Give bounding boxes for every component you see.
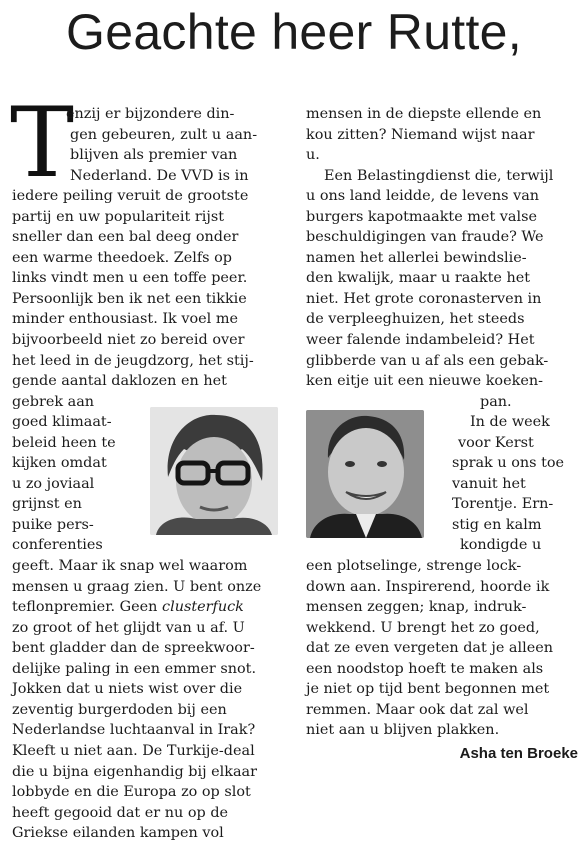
text-line: kou zitten? Niemand wijst naar — [306, 126, 535, 143]
text-line: den kwalijk, maar u raakte het — [306, 270, 531, 287]
text-line: pan. — [480, 393, 512, 410]
text-line: grijnst en — [12, 496, 82, 513]
text-line: gebrek aan — [12, 393, 95, 410]
text-line: niet. Het grote coronasterven in — [306, 290, 542, 307]
text-line: blijven als premier van — [70, 147, 238, 164]
text-line: teflonpremier. Geen clusterfuck — [12, 599, 244, 616]
text-line: zo groot of het glijdt van u af. U — [12, 619, 245, 636]
text-line: mensen u graag zien. U bent onze — [12, 578, 262, 595]
author-portrait-icon — [150, 407, 278, 535]
text-line: lobbyde en die Europa zo op slot — [12, 784, 251, 801]
text-line: gen gebeuren, zult u aan- — [70, 126, 258, 143]
text-line: remmen. Maar ook dat zal wel — [306, 701, 529, 718]
text-line: sprak u ons toe — [452, 455, 565, 472]
text-line: de verpleeghuizen, het steeds — [306, 311, 525, 328]
article-column-2 — [306, 104, 582, 741]
text-line: bent gladder dan de spreekwoor- — [12, 640, 255, 657]
text-line: down aan. Inspirerend, hoorde ik — [306, 578, 550, 595]
text-line: Een Belastingdienst die, terwijl — [324, 167, 554, 184]
headline: Geachte heer Rutte, — [66, 4, 522, 60]
text-line: het leed in de jeugdzorg, het stij- — [12, 352, 254, 369]
text-line: u ons land leidde, de levens van — [306, 188, 540, 205]
text-line: puike pers- — [12, 516, 94, 533]
text-line: Nederland. De VVD is in — [70, 167, 249, 184]
text-line: Griekse eilanden kampen vol — [12, 825, 224, 842]
text-line: een plotselinge, strenge lock- — [306, 558, 522, 575]
text-line: links vindt men u een toffe peer. — [12, 270, 248, 287]
text-line: enzij er bijzondere din- — [66, 106, 235, 122]
text-line: niet aan u blijven plakken. — [306, 722, 500, 739]
text-line: vanuit het — [452, 475, 526, 492]
text-line: die u bijna eigenhandig bij elkaar — [12, 763, 258, 780]
text-line: partij en uw populariteit rijst — [12, 208, 225, 225]
text-line: kijken omdat — [12, 455, 107, 472]
text-line: heeft gegooid dat er nu op de — [12, 804, 229, 821]
text-line: weer falende indambeleid? Het — [306, 332, 535, 349]
text-line: conferenties — [12, 537, 103, 554]
drop-cap: T — [10, 87, 75, 199]
text-line: een noodstop hoeft te maken als — [306, 660, 544, 677]
text-line: burgers kapotmaakte met valse — [306, 208, 538, 225]
text-line: zeventig burgerdoden bij een — [12, 701, 227, 718]
text-line: geeft. Maar ik snap wel waarom — [12, 558, 248, 575]
text-line: voor Kerst — [458, 434, 534, 451]
text-line: beleid heen te — [12, 434, 116, 451]
author-signature: Asha ten Broeke — [459, 745, 578, 762]
text-line: stig en kalm — [452, 516, 542, 533]
text-line: gende aantal daklozen en het — [12, 373, 227, 390]
text-line: je niet op tijd bent begonnen met — [306, 681, 550, 698]
text-line: beschuldigingen van fraude? We — [306, 229, 544, 246]
text-line: delijke paling in een emmer snot. — [12, 660, 257, 677]
text-line: ken eitje uit een nieuwe koeken- — [306, 373, 543, 390]
text-line: bijvoorbeeld niet zo bereid over — [12, 332, 245, 349]
text-line: sneller dan een bal deeg onder — [12, 229, 239, 246]
text-line: een warme theedoek. Zelfs op — [12, 249, 233, 266]
text-line: iedere peiling veruit de grootste — [12, 188, 249, 205]
text-line: goed klimaat- — [12, 414, 112, 431]
text-line: glibberde van u af als een gebak- — [306, 352, 549, 369]
text-line: Torentje. Ern- — [452, 496, 554, 513]
text-line: mensen zeggen; knap, indruk- — [306, 599, 527, 616]
text-line: dat ze even vergeten dat je alleen — [306, 640, 554, 657]
text-line: Kleeft u niet aan. De Turkije-deal — [12, 742, 255, 759]
text-line: Nederlandse luchtaanval in Irak? — [12, 722, 256, 739]
text-line: In de week — [470, 414, 550, 431]
text-line: u zo joviaal — [12, 475, 95, 492]
text-line: wekkend. U brengt het zo goed, — [306, 619, 540, 636]
text-line: Jokken dat u niets wist over die — [12, 681, 243, 698]
text-line: mensen in de diepste ellende en — [306, 106, 542, 122]
author-photo — [150, 407, 278, 535]
text-line: Persoonlijk ben ik net een tikkie — [12, 290, 247, 307]
text-line: u. — [306, 147, 320, 164]
text-line: minder enthousiast. Ik voel me — [12, 311, 238, 328]
text-line: kondigde u — [460, 537, 542, 554]
text-line: namen het allerlei bewindslie- — [306, 249, 527, 266]
